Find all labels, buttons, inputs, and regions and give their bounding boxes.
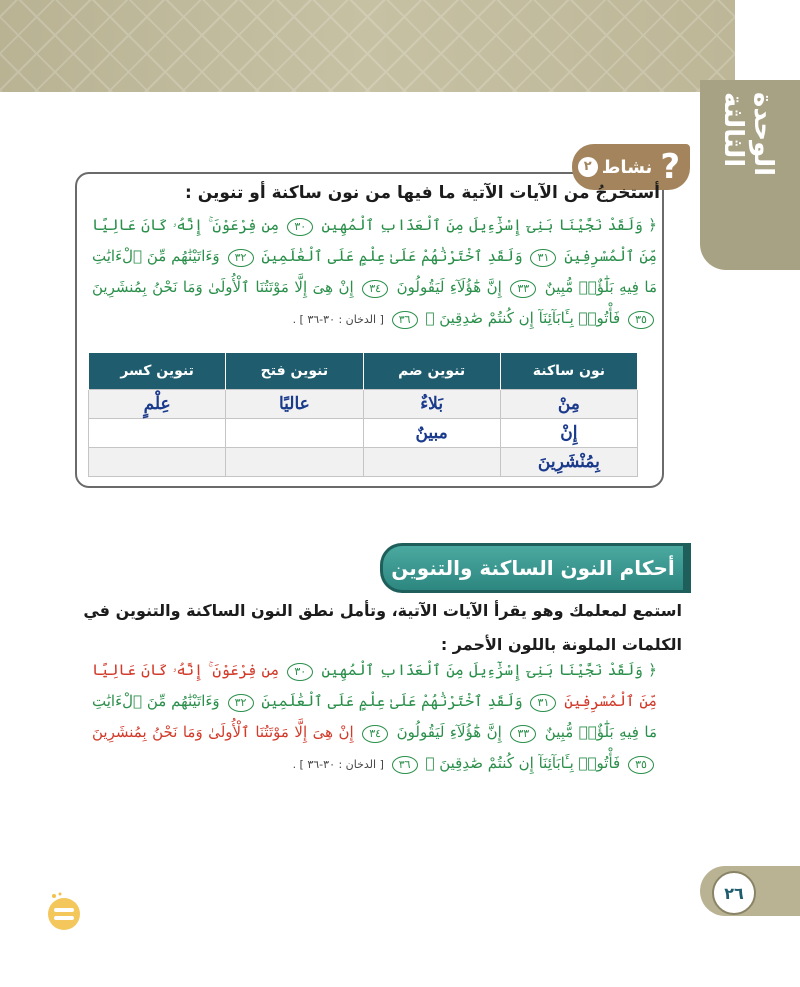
table-cell: عاليًا	[226, 390, 363, 419]
table-row	[89, 390, 638, 419]
activity-verses	[92, 210, 657, 335]
ayah-number: ٣٢	[228, 694, 254, 712]
table-cell	[226, 419, 363, 448]
verse-text: إِنَّ هَٰٓؤُلَآءِ لَيَقُولُونَ	[396, 723, 502, 741]
verse-reference: [ الدخان : ٣٠-٣٦ ] .	[292, 313, 384, 326]
ayah-number: ٣٣	[510, 280, 536, 298]
page-number: ٢٦	[712, 871, 756, 915]
band-pattern	[0, 0, 735, 92]
verse-reference: [ الدخان : ٣٠-٣٦ ] .	[292, 758, 384, 771]
table-cell: بِمُنْشَرِينَ	[500, 448, 637, 477]
activity-label: نشاط	[601, 156, 653, 178]
table-cell	[363, 448, 500, 477]
ayah-number: ٣٢	[228, 249, 254, 267]
verse-text: مِن فِرْعَوْنَ ۚ إِنَّهُۥ كَانَ عَالِيًا مِّنَ ٱلْمُسْرِفِينَ	[92, 216, 657, 265]
table-row	[89, 419, 638, 448]
table-cell: عِلْمٍ	[89, 390, 226, 419]
verse-text: ﴿ وَلَقَدْ نَجَّيْنَا بَنِىٓ إِسْرَٰٓءِيلَ مِنَ ٱلْعَذَابِ ٱلْمُهِينِ	[321, 216, 657, 234]
publisher-logo-icon	[40, 888, 88, 936]
verse-text: إِنَّ هَٰٓؤُلَآءِ لَيَقُولُونَ	[396, 278, 502, 296]
ayah-number: ٣١	[530, 694, 556, 712]
section-intro: استمع لمعلمك وهو يقرأ الآيات الآتية، وتأمل نطق النون الساكنة والتنوين في الكلمات الملونة باللون الأحمر :	[83, 601, 682, 654]
ayah-number: ٣٦	[392, 311, 418, 329]
table-row	[89, 448, 638, 477]
section-heading: أحكام النون الساكنة والتنوين	[380, 543, 683, 593]
ayah-number: ٣٤	[362, 725, 388, 743]
verse-text-highlighted: إِنْ هِىَ إِلَّا مَوْتَتُنَا ٱلْأُولَىٰ وَمَا نَحْنُ بِمُنشَرِينَ	[92, 723, 354, 741]
ayah-number: ٣٦	[392, 756, 418, 774]
table-cell: مِنْ	[500, 390, 637, 419]
ayah-number: ٣٥	[628, 756, 654, 774]
verse-text: وَءَاتَيْنَٰهُم مِّنَ ٱلْءَايَٰتِ مَا فِيهِ بَلَٰٓؤٌا۟ مُّبِينٌ	[92, 247, 657, 296]
table-header-row	[89, 353, 638, 390]
table-cell: مبينٌ	[363, 419, 500, 448]
section-verses	[92, 655, 657, 780]
table-cell	[89, 419, 226, 448]
table-cell	[89, 448, 226, 477]
answer-table	[88, 353, 638, 477]
table-header: تنوين ضم	[363, 353, 500, 390]
table-cell: إِنْ	[500, 419, 637, 448]
table-header: تنوين كسر	[89, 353, 226, 390]
ayah-number: ٣٤	[362, 280, 388, 298]
table-header: تنوين فتح	[226, 353, 363, 390]
ayah-number: ٣٠	[287, 218, 313, 236]
ayah-number: ٣٠	[287, 663, 313, 681]
activity-number: ٢	[578, 157, 598, 177]
table-cell: بَلاءٌ	[363, 390, 500, 419]
ayah-number: ٣١	[530, 249, 556, 267]
ayah-number: ٣٥	[628, 311, 654, 329]
table-cell	[226, 448, 363, 477]
verse-text: إِنْ هِىَ إِلَّا مَوْتَتُنَا ٱلْأُولَىٰ وَمَا نَحْنُ بِمُنشَرِينَ	[92, 278, 354, 296]
verse-text: ﴿ وَلَقَدْ نَجَّيْنَا بَنِىٓ إِسْرَٰٓءِيلَ مِنَ ٱلْعَذَابِ ٱلْمُهِينِ	[321, 661, 657, 679]
table-header: نون ساكنة	[500, 353, 637, 390]
question-mark-icon: ?	[660, 147, 681, 187]
ayah-number: ٣٣	[510, 725, 536, 743]
activity-instruction: أستخرجُ من الآيات الآتية ما فيها من نون ساكنة أو تنوين :	[185, 183, 660, 203]
unit-title: الوحدة الثالثة	[718, 92, 778, 177]
verse-text: فَأْتُوا۟ بِـَٔابَآئِنَآ إِن كُنتُمْ صَٰدِقِينَ ﴾	[425, 754, 621, 772]
verse-text: وَلَقَدِ ٱخْتَرْنَٰهُمْ عَلَىٰ عِلْمٍ عَلَى ٱلْعَٰلَمِينَ	[261, 247, 523, 265]
verse-text-highlighted: مِن فِرْعَوْنَ ۚ إِنَّهُۥ كَانَ عَالِيًا مِّنَ ٱلْمُسْرِفِينَ	[92, 661, 657, 710]
verse-text: فَأْتُوا۟ بِـَٔابَآئِنَآ إِن كُنتُمْ صَٰدِقِينَ ﴾	[425, 309, 621, 327]
verse-text: وَلَقَدِ ٱخْتَرْنَٰهُمْ عَلَىٰ عِلْمٍ عَلَى ٱلْعَٰلَمِينَ	[261, 692, 523, 710]
top-decorative-band	[0, 0, 735, 92]
verse-text: وَءَاتَيْنَٰهُم مِّنَ ٱلْءَايَٰتِ مَا فِيهِ بَلَٰٓؤٌا۟ مُّبِينٌ	[92, 692, 657, 741]
